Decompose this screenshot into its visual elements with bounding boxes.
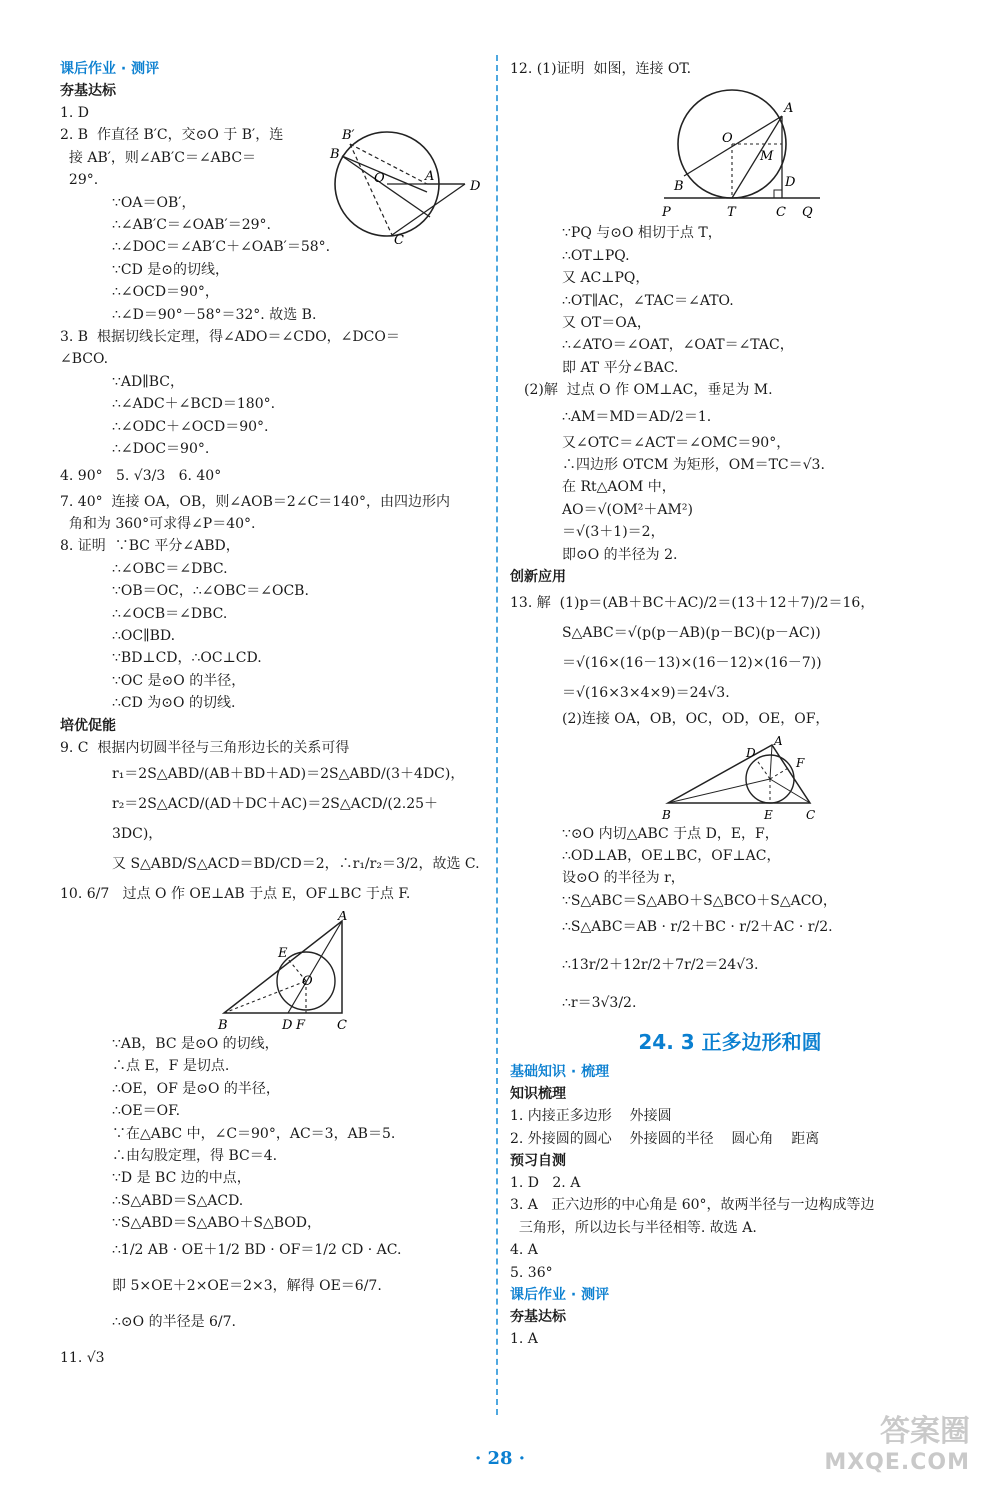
page-number: · 28 · — [474, 1448, 526, 1469]
chapter-title: 24. 3 正多边形和圆 — [638, 1030, 822, 1055]
answer-line: 1. D — [60, 105, 90, 121]
fig1-label: O — [374, 171, 385, 186]
answer-line: 9. C 根据内切圆半径与三角形边长的关系可得 — [60, 739, 350, 756]
fig4-line-o-c — [770, 779, 810, 803]
fig1-label: A — [425, 169, 435, 184]
answer-line: 4. 90° 5. √3/3 6. 40° — [60, 467, 222, 484]
fig2-label: P — [662, 205, 671, 221]
subsection-heading: 夯基达标 — [60, 83, 116, 99]
figure-incircle-triangle — [660, 733, 820, 823]
answer-line: 11. √3 — [60, 1349, 105, 1366]
fig2-label: B — [674, 179, 684, 195]
answer-line: 三角形，所以边长与半径相等. 故选 A. — [510, 1219, 757, 1236]
answer-line: ∴∠OBC＝∠DBC. — [112, 560, 228, 577]
fig1-line-b-c — [342, 156, 430, 217]
answer-line: 又 OT＝OA， — [562, 315, 651, 332]
fig3-label: F — [296, 1017, 306, 1033]
answer-line: ∴点 E，F 是切点. — [112, 1058, 230, 1075]
answer-line: 12. (1)证明 如图，连接 OT. — [510, 61, 692, 77]
fig4-line-o-f — [770, 767, 790, 779]
answer-line: ∵S△ABC＝S△ABO＋S△BCO＋S△ACO， — [562, 892, 837, 909]
fig2-label: Q — [802, 205, 813, 221]
answer-line: ∴OC∥BD. — [112, 627, 176, 644]
answer-line: ∴OT⊥PQ. — [562, 247, 630, 264]
answer-line: ∴OD⊥AB，OE⊥BC，OF⊥AC， — [562, 847, 781, 864]
answer-line: ∵在△ABC 中，∠C＝90°，AC＝3，AB＝5. — [112, 1125, 396, 1142]
fig3-label: A — [338, 910, 348, 924]
fig2-label: D — [785, 175, 796, 191]
formula-line: 即 5×OE＋2×OE＝2×3，解得 OE＝6/7. — [112, 1277, 382, 1294]
answer-line: ∴∠DOC＝∠AB′C＋∠OAB′＝58°. — [112, 239, 331, 256]
formula-line: ∴⊙O 的半径是 6/7. — [112, 1313, 236, 1330]
answer-line: 10. 6/7 过点 O 作 OE⊥AB 于点 E，OF⊥BC 于点 F. — [60, 885, 411, 902]
answer-line: ∴S△ABD＝S△ACD. — [112, 1192, 244, 1209]
answer-line: 设⊙O 的半径为 r， — [562, 870, 685, 887]
answer-line: ∴OT∥AC，∠TAC＝∠ATO. — [562, 292, 734, 309]
answer-line: ∴CD 为⊙O 的切线. — [112, 695, 236, 712]
fig3-label: O — [302, 973, 313, 989]
answer-line: 1. A — [510, 1330, 538, 1347]
answer-line: (2)解 过点 O 作 OM⊥AC，垂足为 M. — [524, 382, 773, 399]
section-heading: 课后作业 · 测评 — [60, 61, 160, 77]
answer-line: 即 AT 平分∠BAC. — [562, 359, 679, 376]
formula-line: 又 S△ABD/S△ACD＝BD/CD＝2，∴r₁/r₂＝3/2，故选 C. — [112, 855, 480, 872]
answer-line: ∵⊙O 内切△ABC 于点 D，E，F， — [562, 825, 779, 842]
fig1-label: B — [330, 147, 340, 162]
formula-line: ∴r＝3√3/2. — [562, 995, 637, 1012]
fig1-label: D — [470, 179, 481, 194]
answer-line: 1. D 2. A — [510, 1174, 581, 1191]
answer-line: ∵S△ABD＝S△ABO＋S△BOD， — [112, 1215, 321, 1232]
answer-line: 2. 外接圆的圆心 外接圆的半径 圆心角 距离 — [510, 1130, 820, 1147]
answer-line: 7. 40° 连接 OA，OB，则∠AOB＝2∠C＝140°，由四边形内 — [60, 493, 451, 510]
answer-line: (2)连接 OA，OB，OC，OD，OE，OF， — [562, 711, 830, 728]
answer-line: ∠BCO. — [60, 351, 109, 368]
subsection-heading: 培优促能 — [60, 717, 116, 734]
answer-line: ∵AB，BC 是⊙O 的切线， — [112, 1035, 279, 1052]
fig3-label: C — [337, 1017, 347, 1033]
section-heading: 基础知识 · 梳理 — [510, 1064, 610, 1081]
figure-circle-tangent — [322, 122, 487, 247]
fig4-label: F — [796, 755, 805, 770]
answer-line: AO＝√(OM²＋AM²) — [562, 501, 693, 518]
answer-line: 1. 内接正多边形 外接圆 — [510, 1108, 672, 1125]
fig2-label: M — [760, 149, 774, 165]
fig3-label: E — [278, 945, 288, 961]
fig2-label: A — [784, 101, 794, 117]
answer-line: ∵CD 是⊙的切线， — [112, 261, 230, 278]
watermark — [824, 1406, 970, 1475]
fig3-label: B — [218, 1017, 228, 1033]
fig4-line-o-a — [770, 745, 772, 779]
answer-line: ∴∠ATO＝∠OAT，∠OAT＝∠TAC， — [562, 337, 794, 354]
fig1-line-d-c — [392, 184, 465, 235]
fig1-label: B′ — [342, 128, 355, 143]
answer-line: 即⊙O 的半径为 2. — [562, 546, 678, 563]
subsection-heading: 知识梳理 — [510, 1086, 566, 1103]
formula-line: r₁＝2S△ABD/(AB＋BD＋AD)＝2S△ABD/(3＋4DC)， — [112, 765, 465, 782]
fig4-label: C — [806, 807, 816, 822]
answer-line: ∴∠AB′C＝∠OAB′＝29°. — [112, 217, 271, 234]
answer-line: ∴∠ODC＋∠OCD＝90°. — [112, 418, 269, 435]
fig2-line-a-t — [732, 116, 782, 198]
answer-line: ∴∠D＝90°－58°＝32°. 故选 B. — [112, 306, 317, 323]
answer-line: ∵AD∥BC， — [112, 373, 184, 390]
watermark-top: 答案圈 — [880, 1414, 970, 1449]
subsection-heading: 夯基达标 — [510, 1308, 566, 1325]
answer-line: ∵BD⊥CD，∴OC⊥CD. — [112, 650, 262, 667]
column-divider — [496, 55, 498, 1415]
answer-line: 8. 证明 ∵BC 平分∠ABD， — [60, 538, 240, 555]
answer-line: 又 AC⊥PQ， — [562, 270, 650, 287]
formula-line: S△ABC＝√(p(p－AB)(p－BC)(p－AC)) — [562, 625, 821, 642]
answer-line: ∴由勾股定理，得 BC＝4. — [112, 1148, 278, 1164]
fig2-right-angle — [774, 190, 782, 198]
formula-line: ∴1/2 AB · OE＋1/2 BD · OF＝1/2 CD · AC. — [112, 1241, 402, 1258]
answer-line: 3. B 根据切线长定理，得∠ADO＝∠CDO，∠DCO＝ — [60, 329, 400, 346]
fig4-label: A — [774, 733, 783, 748]
formula-line: ∴13r/2＋12r/2＋7r/2＝24√3. — [562, 957, 759, 974]
answer-line: ∴OE＝OF. — [112, 1103, 181, 1120]
formula-line: ＝√(16×(16－13)×(16－12)×(16－7)) — [562, 655, 822, 672]
fig3-line-a-d — [288, 921, 342, 1013]
fig1-label: C — [394, 233, 404, 247]
answer-line: 29°. — [60, 172, 99, 189]
fig2-label: O — [722, 131, 733, 147]
subsection-heading: 预习自测 — [510, 1152, 566, 1169]
watermark-bottom: MXQE.COM — [824, 1450, 970, 1475]
fig3-label: D — [282, 1017, 293, 1033]
answer-line: 4. A — [510, 1242, 538, 1259]
left-column — [60, 58, 485, 1373]
subsection-heading: 创新应用 — [510, 569, 566, 586]
fig4-label: E — [764, 807, 773, 822]
fig2-label: C — [776, 205, 786, 221]
right-column — [510, 58, 950, 1350]
answer-line: 又∠OTC＝∠ACT＝∠OMC＝90°， — [562, 434, 791, 451]
answer-line: 角和为 360°可求得∠P＝40°. — [60, 515, 256, 532]
formula-line: ∴S△ABC＝AB · r/2＋BC · r/2＋AC · r/2. — [562, 919, 833, 936]
formula-line: r₂＝2S△ACD/(AD＋DC＋AC)＝2S△ACD/(2.25＋3DC)， — [112, 795, 439, 842]
fig2-label: T — [727, 205, 736, 221]
formula-line: ∴AM＝MD＝AD/2＝1. — [562, 408, 712, 425]
answer-line: ∴∠OCB＝∠DBC. — [112, 605, 228, 622]
formula-line: 13. 解 (1)p＝(AB＋BC＋AC)/2＝(13＋12＋7)/2＝16， — [510, 595, 875, 612]
answer-line: 接 AB′，则∠AB′C＝∠ABC＝ — [60, 149, 257, 166]
answer-line: 5. 36° — [510, 1264, 553, 1281]
answer-line: ∴∠DOC＝90°. — [112, 441, 210, 458]
answer-line: ∴OE，OF 是⊙O 的半径， — [112, 1080, 280, 1097]
figure-right-triangle — [210, 911, 355, 1033]
answer-line: ∵OB＝OC，∴∠OBC＝∠OCB. — [112, 583, 309, 600]
figure-circle-tangent-line — [650, 82, 850, 222]
answer-line: 在 Rt△AOM 中， — [562, 479, 676, 496]
formula-line: ＝√(16×3×4×9)＝24√3. — [562, 685, 730, 702]
fig4-label: D — [746, 745, 756, 760]
fig1-line-bprime-c — [350, 144, 392, 235]
fig4-line-o-d — [756, 759, 770, 779]
answer-line: ∴四边形 OTCM 为矩形，OM＝TC＝√3. — [562, 457, 825, 474]
answer-line: 3. A 正六边形的中心角是 60°，故两半径与一边构成等边 — [510, 1197, 875, 1214]
fig4-line-b-o — [668, 779, 770, 803]
answer-line: ∴∠ADC＋∠BCD＝180°. — [112, 396, 276, 413]
section-heading: 课后作业 · 测评 — [510, 1286, 610, 1303]
answer-line: ∵D 是 BC 边的中点， — [112, 1170, 251, 1187]
answer-line: ∴∠OCD＝90°， — [112, 284, 219, 301]
answer-line: 2. B 作直径 B′C，交⊙O 于 B′，连 — [60, 127, 284, 144]
answer-line: ∵OA＝OB′， — [112, 194, 196, 211]
fig3-line-b-o — [224, 981, 306, 1013]
answer-line: ∵PQ 与⊙O 相切于点 T， — [562, 225, 722, 242]
answer-line: ∵OC 是⊙O 的半径， — [112, 672, 246, 689]
fig2-line-a-b — [684, 116, 782, 176]
fig4-label: B — [662, 807, 671, 822]
answer-line: ＝√(3＋1)＝2， — [562, 524, 665, 541]
